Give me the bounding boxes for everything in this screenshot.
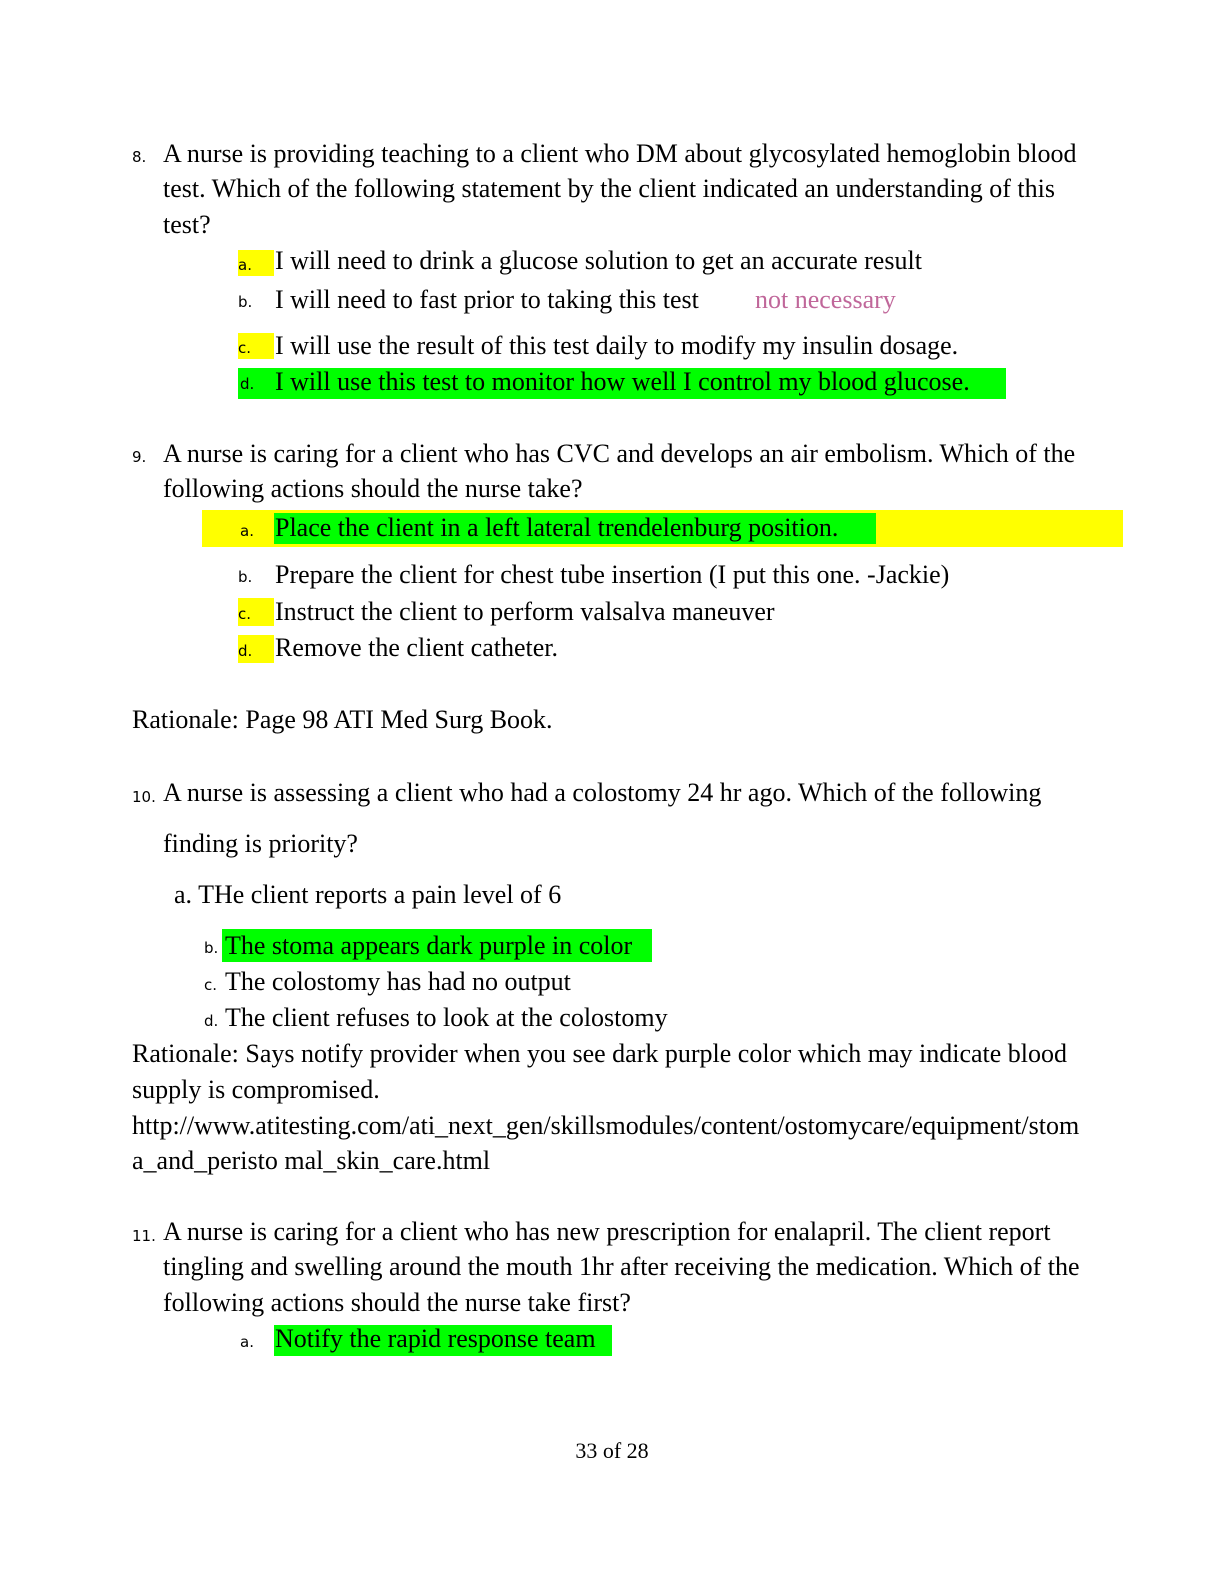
option-letter: d. — [204, 1012, 219, 1030]
rationale-link-line: a_and_peristo mal_skin_care.html — [132, 1146, 491, 1175]
option-letter: b. — [238, 568, 253, 586]
option-letter: c. — [238, 333, 274, 359]
option-a — [174, 879, 561, 911]
option-letter: b. — [204, 939, 219, 957]
option-letter: c. — [204, 976, 218, 994]
option-text: The stoma appears dark purple in color — [225, 931, 633, 960]
option-text: The client refuses to look at the colostomy — [225, 1003, 668, 1032]
rationale: Rationale: Page 98 ATI Med Surg Book. — [132, 705, 553, 734]
page-number: 33 of 28 — [575, 1438, 649, 1463]
question-stem-line: A nurse is caring for a client who has new prescription for enalapril. The client report — [163, 1217, 1051, 1246]
option-text: I will use the result of this test daily to modify my insulin dosage. — [275, 331, 959, 360]
question-number: 11. — [132, 1227, 156, 1245]
option-letter: a. — [238, 250, 274, 276]
rationale-line: Rationale: Says notify provider when you see dark purple color which may indicate blood — [132, 1039, 1068, 1068]
option-text: Prepare the client for chest tube insertion (I put this one. -Jackie) — [275, 560, 950, 589]
option-letter: a. — [240, 522, 254, 540]
option-letter: d. — [240, 375, 255, 393]
option-text: THe client reports a pain level of 6 — [198, 880, 562, 909]
option-letter: d. — [238, 635, 274, 663]
option-text: Place the client in a left lateral trendelenburg position. — [275, 513, 839, 542]
option-letter: a. — [174, 880, 193, 909]
rationale-line: supply is compromised. — [132, 1075, 380, 1104]
question-stem-line: A nurse is caring for a client who has CVC and develops an air embolism. Which of the — [163, 439, 1076, 468]
option-text: I will need to fast prior to taking this test — [275, 285, 699, 314]
question-number: 8. — [132, 148, 147, 166]
option-text: I will need to drink a glucose solution to get an accurate result — [275, 246, 922, 275]
question-stem-line: tingling and swelling around the mouth 1hr after receiving the medication. Which of the — [163, 1252, 1080, 1281]
question-stem-line: test. Which of the following statement by the client indicated an understanding of this — [163, 174, 1055, 203]
question-stem-line: finding is priority? — [163, 829, 358, 858]
question-number: 9. — [132, 448, 147, 466]
question-stem-line: A nurse is assessing a client who had a colostomy 24 hr ago. Which of the following — [163, 778, 1042, 807]
option-letter: b. — [238, 293, 253, 311]
option-text: The colostomy has had no output — [225, 967, 571, 996]
question-stem-line: following actions should the nurse take first? — [163, 1288, 631, 1317]
rationale-link-line: http://www.atitesting.com/ati_next_gen/skillsmodules/content/ostomycare/equipment/stom — [132, 1111, 1080, 1140]
question-number: 10. — [132, 788, 156, 806]
option-text: Notify the rapid response team — [275, 1324, 596, 1353]
option-text: I will use this test to monitor how well I control my blood glucose. — [275, 367, 970, 396]
annotation-note: not necessary — [755, 285, 896, 314]
question-stem-line: A nurse is providing teaching to a client who DM about glycosylated hemoglobin blood — [163, 139, 1077, 168]
option-text: Instruct the client to perform valsalva maneuver — [275, 597, 775, 626]
option-letter: c. — [238, 598, 274, 626]
option-letter: a. — [240, 1333, 254, 1351]
question-stem-line: test? — [163, 210, 211, 239]
option-text: Remove the client catheter. — [275, 633, 558, 662]
question-stem-line: following actions should the nurse take? — [163, 474, 583, 503]
